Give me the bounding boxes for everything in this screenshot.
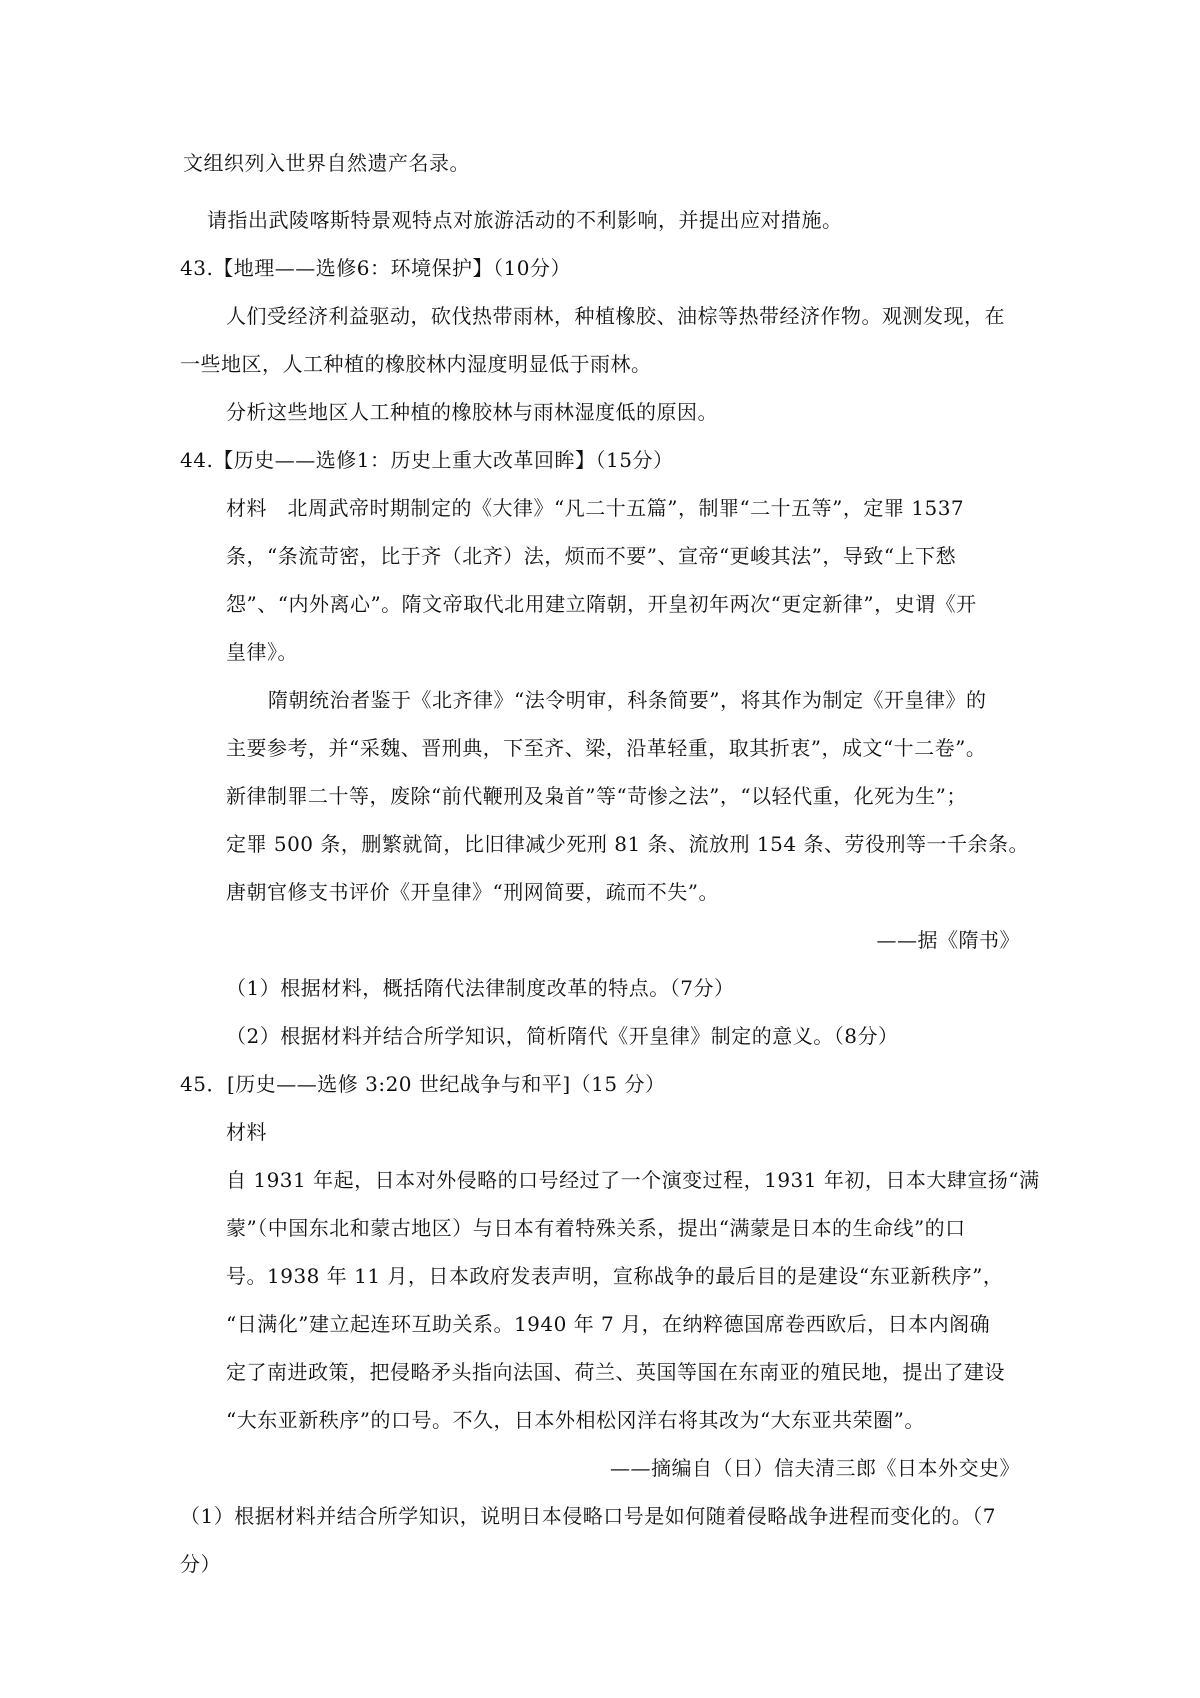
citation: ——摘编自（日）信夫清三郎《日本外交史》 — [610, 1456, 1020, 1480]
material-line: 材料 北周武帝时期制定的《大律》“凡二十五篇”，制罪“二十五等”，定罪 1537 — [226, 496, 965, 520]
material-line: 定罪 500 条，删繁就简，比旧律减少死刑 81 条、流放刑 154 条、劳役刑等一千余条。 — [226, 832, 1029, 856]
text-line: 文组织列入世界自然遗产名录。 — [183, 151, 470, 175]
question-heading-45: 45．[历史——选修 3:20 世纪战争与和平]（15 分） — [180, 1072, 666, 1096]
material-line: 隋朝统治者鉴于《北齐律》“法令明审，科条简要”，将其作为制定《开皇律》的 — [268, 688, 987, 712]
text-line: 人们受经济利益驱动，砍伐热带雨林，种植橡胶、油棕等热带经济作物。观测发现，在 — [226, 304, 1005, 328]
material-line: 定了南进政策，把侵略矛头指向法国、荷兰、英国等国在东南亚的殖民地，提出了建设 — [226, 1360, 1005, 1384]
material-line: 自 1931 年起，日本对外侵略的口号经过了一个演变过程，1931 年初，日本大肆宣扬“满 — [226, 1168, 1040, 1192]
subquestion: （1）根据材料，概括隋代法律制度改革的特点。（7分） — [226, 976, 735, 1000]
question-heading-43: 43.【地理——选修6：环境保护】（10分） — [180, 256, 571, 280]
citation: ——据《隋书》 — [876, 928, 1020, 952]
material-line: 号。1938 年 11 月，日本政府发表声明，宣称战争的最后目的是建设“东亚新秩序”， — [226, 1264, 1004, 1288]
material-line: 新律制罪二十等，废除“前代鞭刑及枭首”等“苛惨之法”，“以轻代重，化死为生”； — [226, 784, 967, 808]
subquestion-continued: 分） — [180, 1552, 221, 1576]
material-line: 皇律》。 — [226, 640, 298, 664]
material-line: 唐朝官修支书评价《开皇律》“刑网简要，疏而不失”。 — [226, 880, 719, 904]
material-line: 蒙”（中国东北和蒙古地区）与日本有着特殊关系，提出“满蒙是日本的生命线”的口 — [226, 1216, 966, 1240]
question-prompt: 分析这些地区人工种植的橡胶林与雨林湿度低的原因。 — [226, 400, 718, 424]
material-line: “大东亚新秩序”的口号。不久，日本外相松冈洋右将其改为“大东亚共荣圈”。 — [226, 1408, 925, 1432]
material-line: 主要参考，并“采魏、晋刑典，下至齐、梁，沿革轻重，取其折衷”，成文“十二卷”。 — [226, 736, 987, 760]
subquestion: （2）根据材料并结合所学知识，简析隋代《开皇律》制定的意义。（8分） — [226, 1024, 899, 1048]
material-line: 怨”、“内外离心”。隋文帝取代北用建立隋朝，开皇初年两次“更定新律”，史谓《开 — [226, 592, 977, 616]
subquestion: （1）根据材料并结合所学知识，说明日本侵略口号是如何随着侵略战争进程而变化的。（7 — [180, 1504, 996, 1528]
material-label: 材料 — [226, 1120, 267, 1144]
material-line: 条，“条流苛密，比于齐（北齐）法，烦而不要”、宣帝“更峻其法”，导致“上下愁 — [226, 544, 957, 568]
text-line: 一些地区，人工种植的橡胶林内湿度明显低于雨林。 — [180, 352, 652, 376]
material-line: “日满化”建立起连环互助关系。1940 年 7 月，在纳粹德国席卷西欧后，日本内阁确 — [226, 1312, 991, 1336]
question-prompt: 请指出武陵喀斯特景观特点对旅游活动的不利影响，并提出应对措施。 — [207, 208, 843, 232]
question-heading-44: 44.【历史——选修1：历史上重大改革回眸】（15分） — [180, 448, 674, 472]
